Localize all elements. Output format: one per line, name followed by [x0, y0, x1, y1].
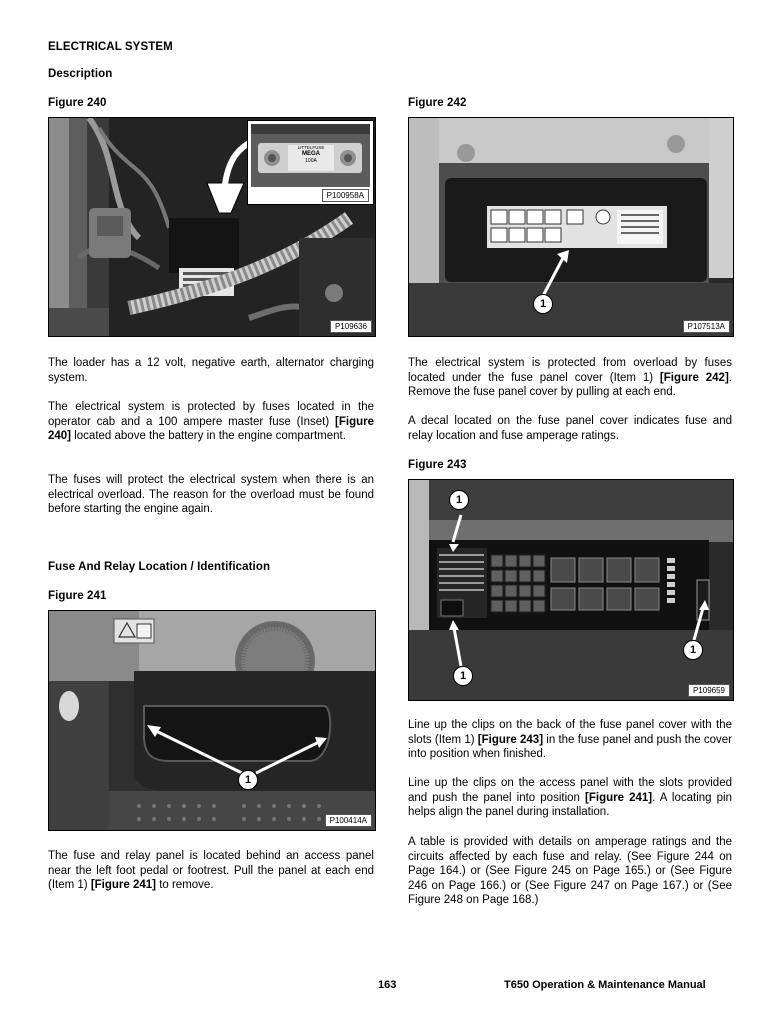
section-title: ELECTRICAL SYSTEM [48, 41, 173, 53]
page-number: 163 [378, 979, 397, 991]
master-fuse-inset [247, 120, 374, 205]
figure-243-label: Figure 243 [408, 459, 467, 471]
figure-241-reference: [Figure 241] [90, 879, 156, 892]
right-paragraph-5: A table is provided with details on amperage ratings and the circuits affected by each fuse and relay. (See Figure 244 on Page 164.) or (See Figure 245 on Page 165.) or (See Figure 246 on Page 166.) or (See Figure 247 on Page 167.) or (See Figure 248 on Page 168.) [408, 836, 732, 907]
master-fuse-text [292, 144, 330, 165]
right-paragraph-1-text-b: . Remove the fuse panel cover by pulling at each end. [408, 371, 732, 399]
figure-241-callout-1: 1 [238, 770, 258, 790]
left-paragraph-4-text-b: to remove. [156, 879, 214, 892]
figure-243-callout-bottom-left: 1 [453, 666, 473, 686]
left-paragraph-2 [48, 400, 374, 444]
left-paragraph-2-text-a: The electrical system is protected by fuses located in the operator cab and a 100 ampere master fuse (Inset) [48, 401, 374, 428]
right-paragraph-3-text-a: Line up the clips on the back of the fuse panel cover with the slots (Item 1) [408, 719, 732, 746]
access-panel-image [49, 611, 375, 830]
figure-241-photo [48, 610, 376, 831]
right-paragraph-1-text-a: The electrical system is protected from overload by fuses located under the fuse panel cover (Item 1) [408, 357, 732, 384]
right-paragraph-2: A decal located on the fuse panel cover indicates fuse and relay location and fuse amperage ratings. [408, 415, 732, 442]
subsection-title: Description [48, 68, 113, 80]
right-paragraph-3-text-b: in the fuse panel and push the cover into position when finished. [408, 733, 733, 761]
left-paragraph-3: The fuses will protect the electrical system when there is an electrical overload. The reason for the overload must be found before starting the engine again. [48, 474, 374, 516]
manual-title: T650 Operation & Maintenance Manual [504, 979, 706, 991]
figure-240-photo-code: P109636 [330, 320, 372, 333]
figure-242-callout-1: 1 [533, 294, 553, 314]
left-paragraph-4-text-a: The fuse and relay panel is located behind an access panel near the left foot pedal or footrest. Pull the panel at each end (Item 1) [48, 850, 374, 892]
fuse-type-text: MEGA [302, 151, 320, 157]
right-paragraph-3 [408, 718, 732, 762]
figure-241-reference-right: [Figure 241] [585, 791, 653, 804]
figure-242-label: Figure 242 [408, 97, 467, 109]
left-paragraph-2-text-b: located above the battery in the engine compartment. [71, 430, 346, 443]
figure-242-reference: [Figure 242] [659, 371, 729, 384]
figure-243-reference: [Figure 243] [477, 733, 544, 746]
right-paragraph-1 [408, 356, 732, 400]
right-paragraph-4-text-b: . A locating pin helps align the panel during installation. [408, 791, 733, 819]
left-paragraph-1: The loader has a 12 volt, negative earth, alternator charging system. [48, 357, 374, 384]
left-paragraph-4 [48, 849, 374, 893]
right-paragraph-4-text-a: Line up the clips on the access panel with the slots provided and push the panel into position [408, 777, 732, 804]
figure-243-photo-code: P109659 [688, 684, 730, 697]
figure-243-photo [408, 479, 734, 701]
fuse-relay-heading: Fuse And Relay Location / Identification [48, 561, 271, 573]
figure-243-callout-right: 1 [683, 640, 703, 660]
fuse-brand-text: LITTELFUSE [297, 145, 325, 150]
figure-242-photo-code: P107513A [683, 320, 730, 333]
figure-240-label: Figure 240 [48, 97, 107, 109]
figure-240-photo [48, 117, 376, 337]
figure-240-reference: [Figure 240] [48, 415, 374, 443]
figure-243-callout-top: 1 [449, 490, 469, 510]
figure-241-photo-code: P100414A [325, 814, 372, 827]
fuse-panel-cover-image [409, 118, 733, 336]
fuse-rating-text: 100A [305, 158, 317, 164]
figure-241-label: Figure 241 [48, 590, 107, 602]
right-paragraph-4 [408, 776, 732, 820]
inset-photo-code: P100958A [322, 189, 369, 202]
figure-242-photo [408, 117, 734, 337]
